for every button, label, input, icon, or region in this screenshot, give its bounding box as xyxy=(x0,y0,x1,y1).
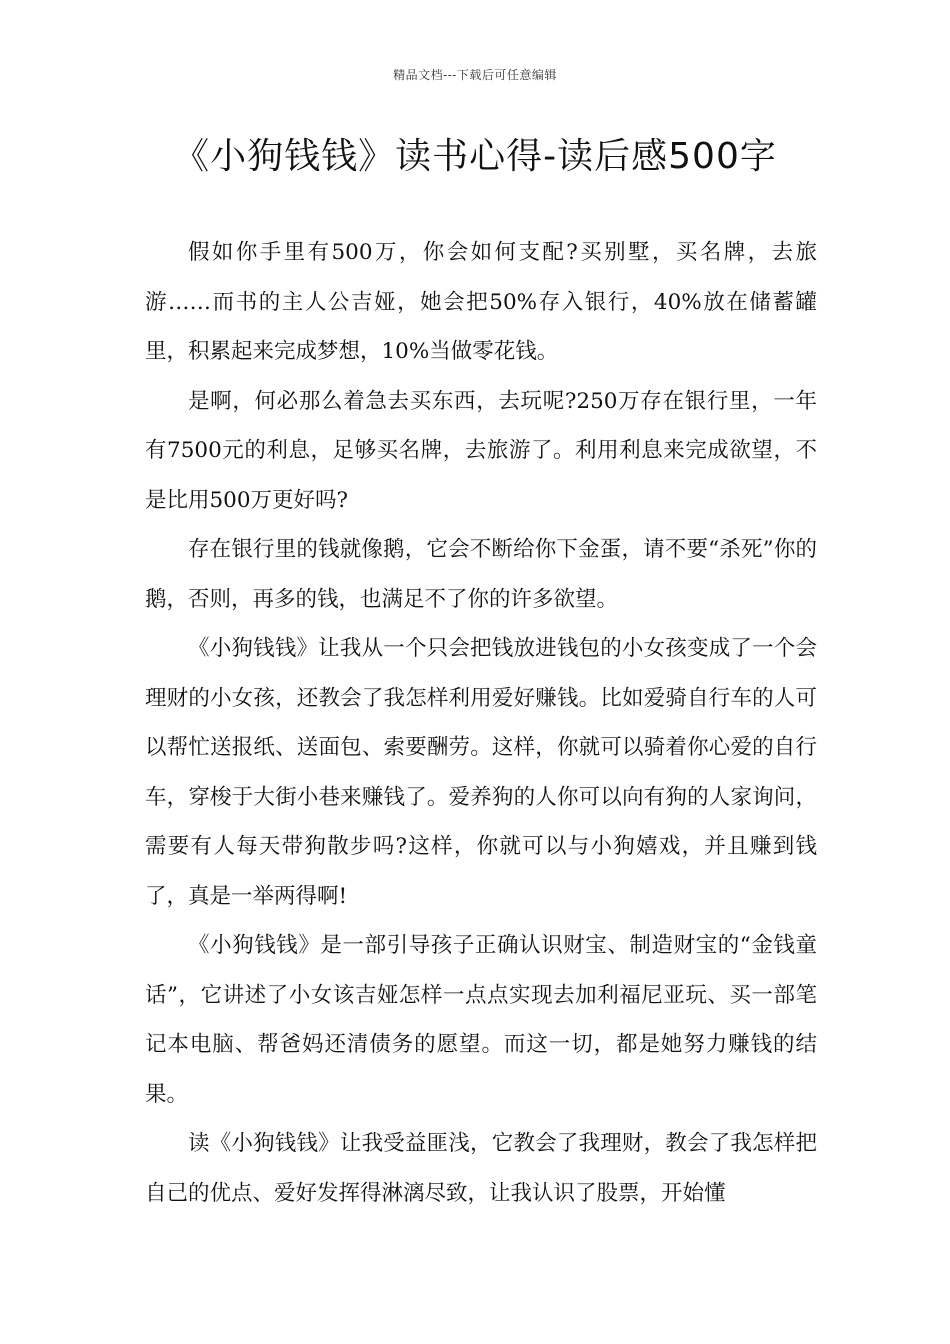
document-body xyxy=(145,228,817,1218)
paragraph: 存在银行里的钱就像鹅，它会不断给你下金蛋，请不要“杀死”你的鹅，否则，再多的钱，也满足不了你的许多欲望。 xyxy=(145,537,817,612)
paragraph: 假如你手里有500万，你会如何支配?买别墅，买名牌，去旅游……而书的主人公吉娅，她会把50%存入银行，40%放在储蓄罐里，积累起来完成梦想，10%当做零花钱。 xyxy=(145,240,817,364)
document-title: 《小狗钱钱》读书心得-读后感500字 xyxy=(173,136,777,177)
paragraph: 《小狗钱钱》是一部引导孩子正确认识财宝、制造财宝的“金钱童话”，它讲述了小女该吉娅怎样一点点实现去加利福尼亚玩、买一部笔记本电脑、帮爸妈还清债务的愿望。而这一切，都是她努力赚钱的结果。 xyxy=(145,933,817,1107)
paragraph: 读《小狗钱钱》让我受益匪浅，它教会了我理财，教会了我怎样把自己的优点、爱好发挥得淋漓尽致，让我认识了股票，开始懂 xyxy=(145,1131,817,1206)
header-note: 精品文档---下载后可任意编辑 xyxy=(393,68,557,82)
paragraph: 是啊，何必那么着急去买东西，去玩呢?250万存在银行里，一年有7500元的利息，足够买名牌，去旅游了。利用利息来完成欲望，不是比用500万更好吗? xyxy=(145,388,817,513)
paragraph: 《小狗钱钱》让我从一个只会把钱放进钱包的小女孩变成了一个会理财的小女孩，还教会了我怎样利用爱好赚钱。比如爱骑自行车的人可以帮忙送报纸、送面包、索要酬劳。这样，你就可以骑着你心爱的自行车，穿梭于大街小巷来赚钱了。爱养狗的人你可以向有狗的人家询问，需要有人每天带狗散步吗?这样，你就可以与小狗嬉戏，并且赚到钱了，真是一举两得啊! xyxy=(145,636,817,909)
